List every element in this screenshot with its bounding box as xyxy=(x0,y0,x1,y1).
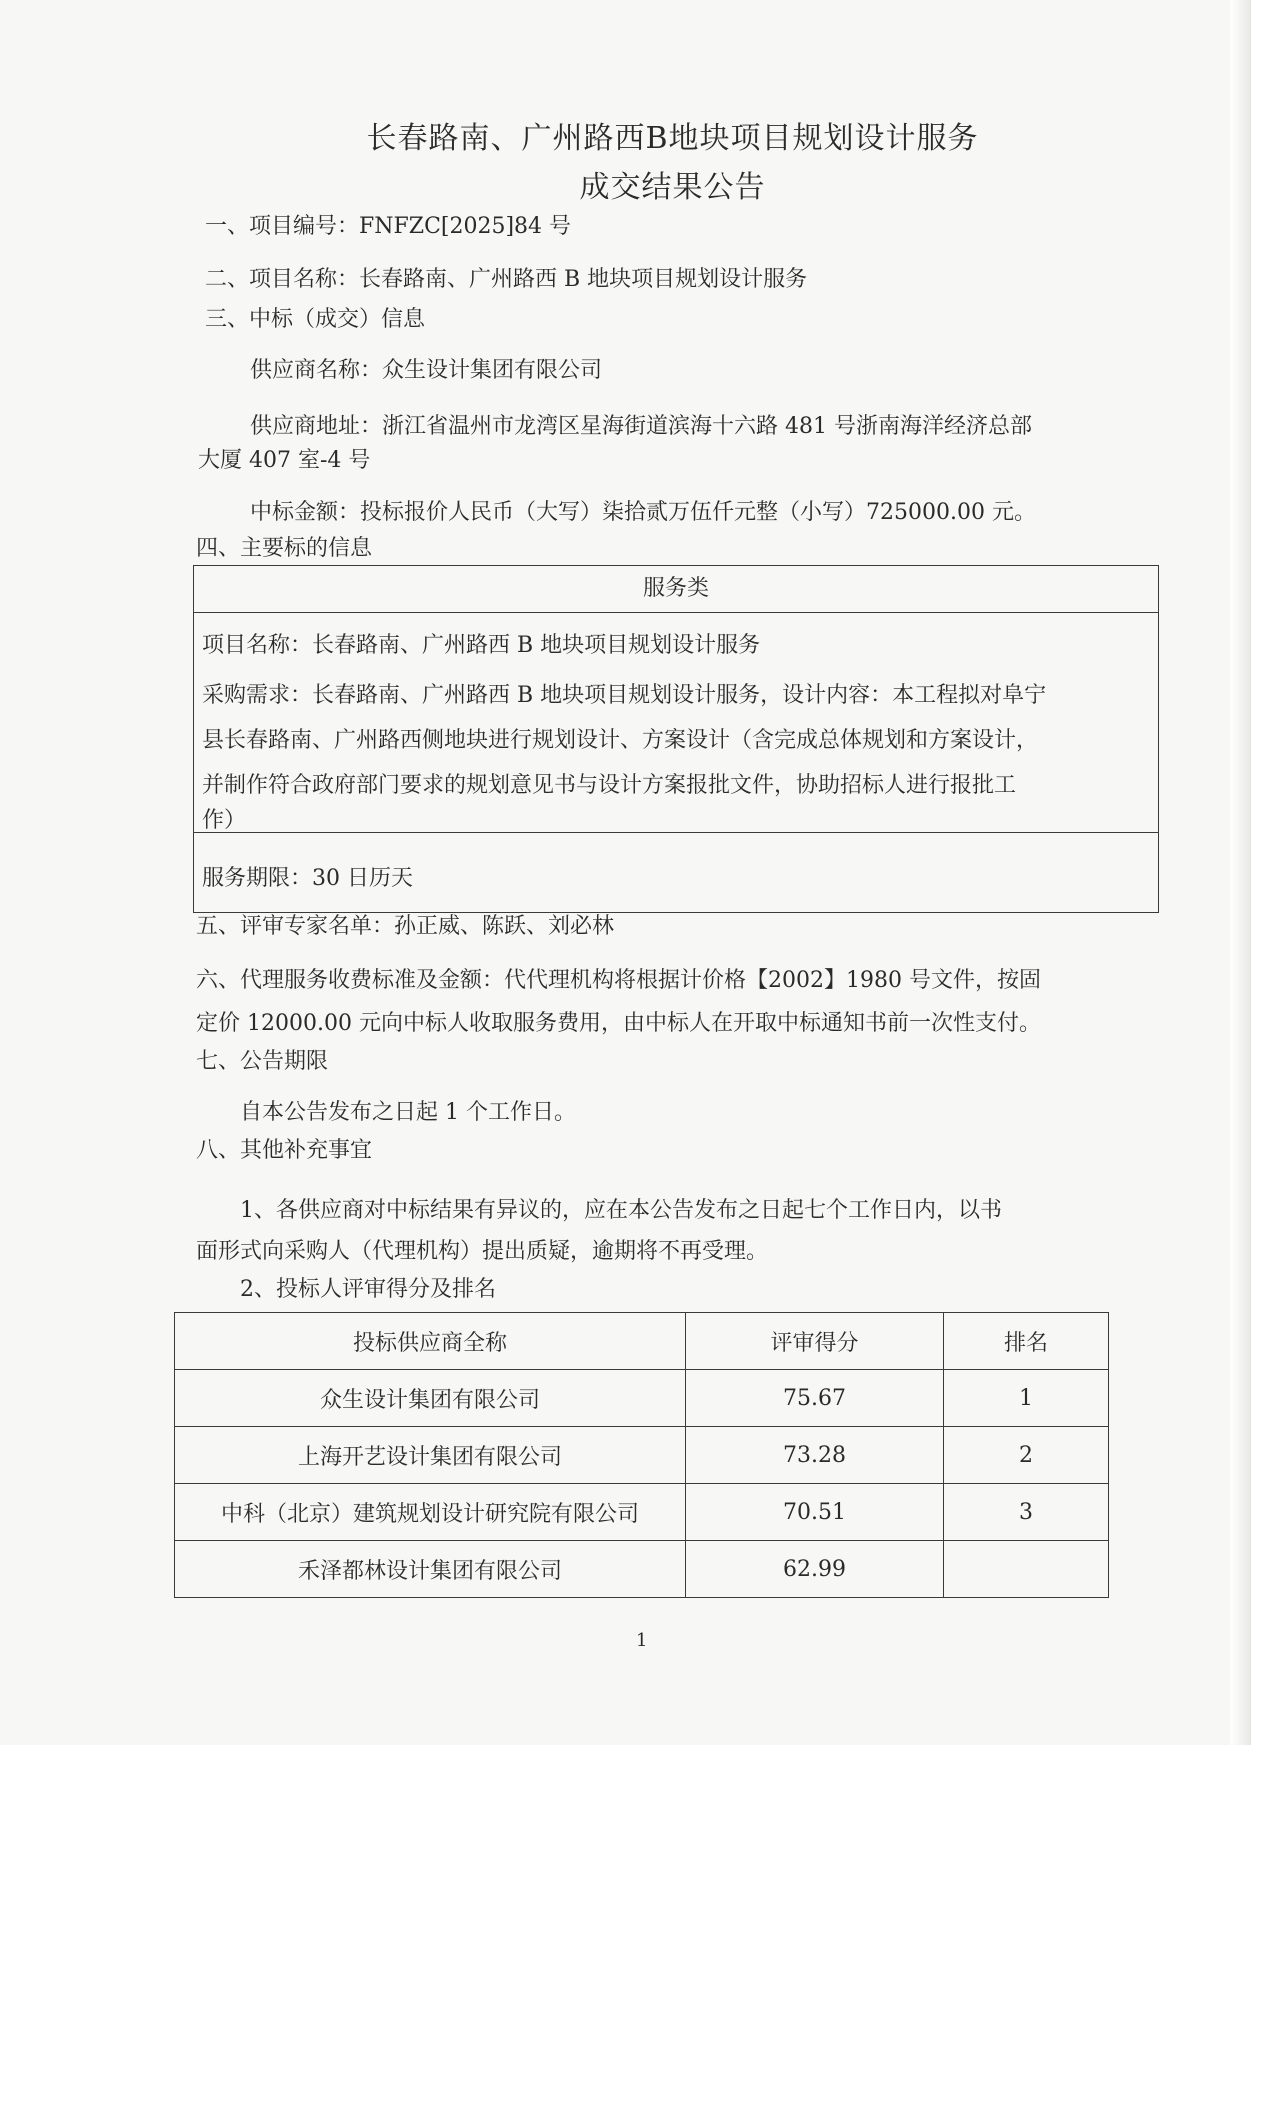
document-title: 长春路南、广州路西B地块项目规划设计服务 xyxy=(366,121,979,156)
table-row xyxy=(175,1370,1109,1427)
supplier-address-line1: 供应商地址：浙江省温州市龙湾区星海街道滨海十六路 481 号浙南海洋经济总部 xyxy=(250,414,1032,439)
service-requirement-line1: 采购需求：长春路南、广州路西 B 地块项目规划设计服务，设计内容：本工程拟对阜宁 xyxy=(202,683,1047,708)
header-rank: 排名 xyxy=(944,1313,1109,1370)
agency-fee-line1: 六、代理服务收费标准及金额：代代理机构将根据计价格【2002】1980 号文件，按固 xyxy=(196,968,1041,993)
rank-cell: 2 xyxy=(944,1427,1109,1484)
supplier-name: 供应商名称：众生设计集团有限公司 xyxy=(250,358,603,383)
project-name: 二、项目名称：长春路南、广州路西 B 地块项目规划设计服务 xyxy=(205,267,808,292)
service-box-header: 服务类 xyxy=(194,566,1158,613)
project-number: 一、项目编号：FNFZC[2025]84 号 xyxy=(205,214,572,239)
section-award-info: 三、中标（成交）信息 xyxy=(205,307,426,332)
supplier-cell: 众生设计集团有限公司 xyxy=(175,1370,686,1427)
score-cell: 75.67 xyxy=(686,1370,944,1427)
award-amount: 中标金额：投标报价人民币（大写）柒拾贰万伍仟元整（小写）725000.00 元。 xyxy=(250,500,1036,525)
supplier-cell: 禾泽都林设计集团有限公司 xyxy=(175,1541,686,1598)
page-edge-shadow xyxy=(1230,0,1250,1745)
supplier-cell: 上海开艺设计集团有限公司 xyxy=(175,1427,686,1484)
table-row xyxy=(175,1484,1109,1541)
table-header-row xyxy=(175,1313,1109,1370)
supplier-address-line2: 大厦 407 室-4 号 xyxy=(198,448,371,473)
table-row xyxy=(175,1541,1109,1598)
service-requirement-line2: 县长春路南、广州路西侧地块进行规划设计、方案设计（含完成总体规划和方案设计， xyxy=(202,728,1039,753)
rank-cell: 3 xyxy=(944,1484,1109,1541)
rank-cell xyxy=(944,1541,1109,1598)
document-subtitle: 成交结果公告 xyxy=(579,170,766,205)
rank-cell: 1 xyxy=(944,1370,1109,1427)
service-requirement-line3: 并制作符合政府部门要求的规划意见书与设计方案报批文件，协助招标人进行报批工 xyxy=(202,773,1017,798)
objection-notice-line2: 面形式向采购人（代理机构）提出质疑，逾期将不再受理。 xyxy=(196,1239,769,1264)
agency-fee-line2: 定价 12000.00 元向中标人收取服务费用，由中标人在开取中标通知书前一次性支付。 xyxy=(196,1011,1041,1036)
header-supplier-name: 投标供应商全称 xyxy=(175,1313,686,1370)
section-other-matters: 八、其他补充事宜 xyxy=(196,1138,373,1163)
page-number: 1 xyxy=(636,1630,648,1651)
score-cell: 70.51 xyxy=(686,1484,944,1541)
service-period: 服务期限：30 日历天 xyxy=(202,866,413,891)
service-info-box xyxy=(193,565,1159,913)
score-cell: 62.99 xyxy=(686,1541,944,1598)
score-cell: 73.28 xyxy=(686,1427,944,1484)
table-row xyxy=(175,1427,1109,1484)
notice-period-text: 自本公告发布之日起 1 个工作日。 xyxy=(240,1100,576,1125)
section-main-subject: 四、主要标的信息 xyxy=(196,536,373,561)
service-requirement-line4: 作） xyxy=(202,808,247,833)
supplier-cell: 中科（北京）建筑规划设计研究院有限公司 xyxy=(175,1484,686,1541)
section-notice-period: 七、公告期限 xyxy=(196,1049,329,1074)
expert-list: 五、评审专家名单：孙正威、陈跃、刘必林 xyxy=(196,914,615,939)
score-table-caption: 2、投标人评审得分及排名 xyxy=(240,1277,496,1302)
objection-notice-line1: 1、各供应商对中标结果有异议的，应在本公告发布之日起七个工作日内，以书 xyxy=(240,1198,1002,1223)
header-score: 评审得分 xyxy=(686,1313,944,1370)
score-ranking-table xyxy=(174,1312,1109,1598)
service-project-name: 项目名称：长春路南、广州路西 B 地块项目规划设计服务 xyxy=(202,633,761,658)
